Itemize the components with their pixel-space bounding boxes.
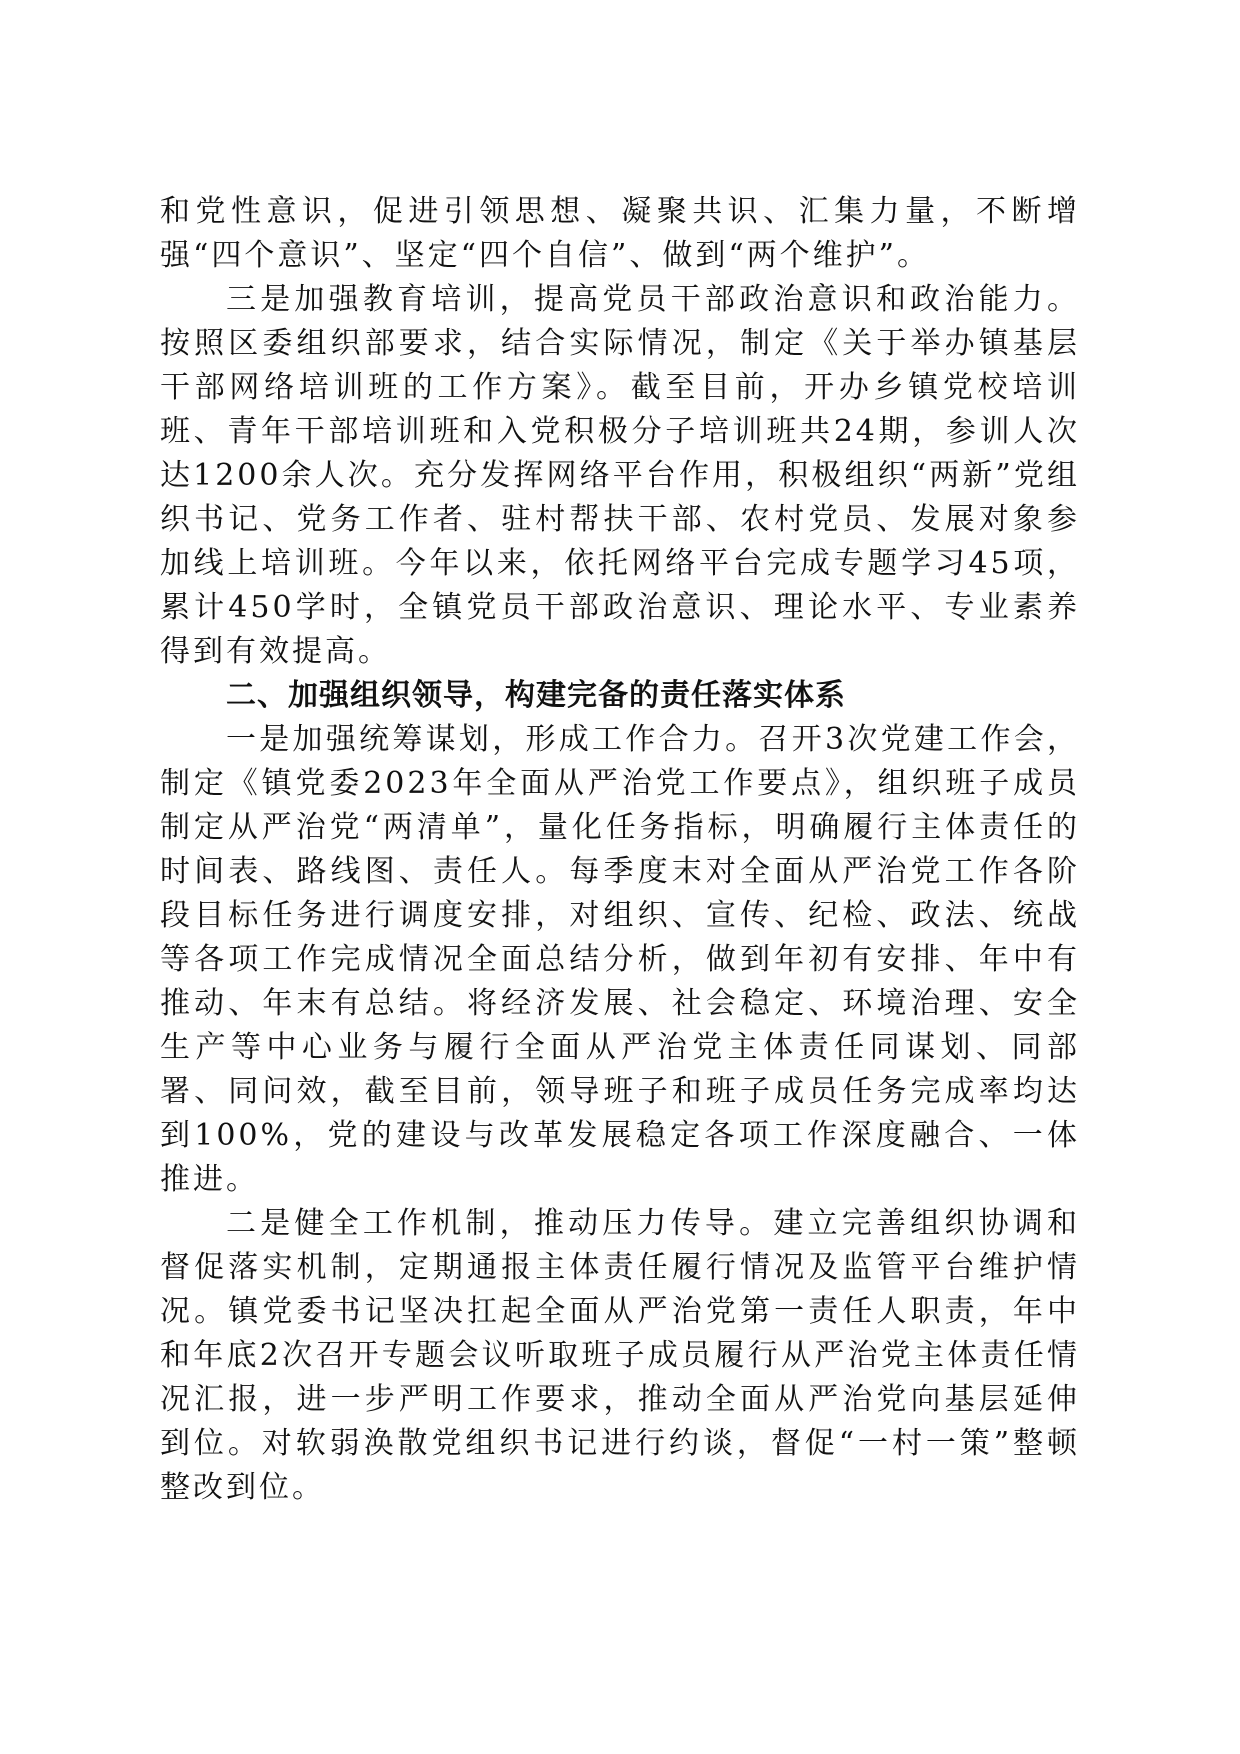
paragraph-overall-planning: 一是加强统筹谋划，形成工作合力。召开3次党建工作会，制定《镇党委2023年全面从严治党工作要点》，组织班子成员制定从严治党“两清单”，量化任务指标，明确履行主体责任的时间表、路线图、责任人。每季度末对全面从严治党工作各阶段目标任务进行调度安排，对组织、宣传、纪检、政法、统战等各项工作完成情况全面总结分析，做到年初有安排、年中有推动、年末有总结。将经济发展、社会稳定、环境治理、安全生产等中心业务与履行全面从严治党主体责任同谋划、同部署、同问效，截至目前，领导班子和班子成员任务完成率均达到100%，党的建设与改革发展稳定各项工作深度融合、一体推进。 (160, 722, 1080, 1197)
section-heading: 二、加强组织领导，构建完备的责任落实体系 (226, 678, 846, 713)
paragraph-work-mechanism: 二是健全工作机制，推动压力传导。建立完善组织协调和督促落实机制，定期通报主体责任履行情况及监管平台维护情况。镇党委书记坚决扛起全面从严治党第一责任人职责，年中和年底2次召开专题会议听取班子成员履行从严治党主体责任情况汇报，进一步严明工作要求，推动全面从严治党向基层延伸到位。对软弱涣散党组织书记进行约谈，督促“一村一策”整顿整改到位。 (160, 1206, 1080, 1505)
document-body (160, 190, 1080, 1510)
paragraph-continued: 和党性意识，促进引领思想、凝聚共识、汇集力量，不断增强“四个意识”、坚定“四个自信”、做到“两个维护”。 (160, 194, 1080, 273)
paragraph-education-training: 三是加强教育培训，提高党员干部政治意识和政治能力。按照区委组织部要求，结合实际情况，制定《关于举办镇基层干部网络培训班的工作方案》。截至目前，开办乡镇党校培训班、青年干部培训班和入党积极分子培训班共24期，参训人次达1200余人次。充分发挥网络平台作用，积极组织“两新”党组织书记、党务工作者、驻村帮扶干部、农村党员、发展对象参加线上培训班。今年以来，依托网络平台完成专题学习45项，累计450学时，全镇党员干部政治意识、理论水平、专业素养得到有效提高。 (160, 282, 1080, 669)
